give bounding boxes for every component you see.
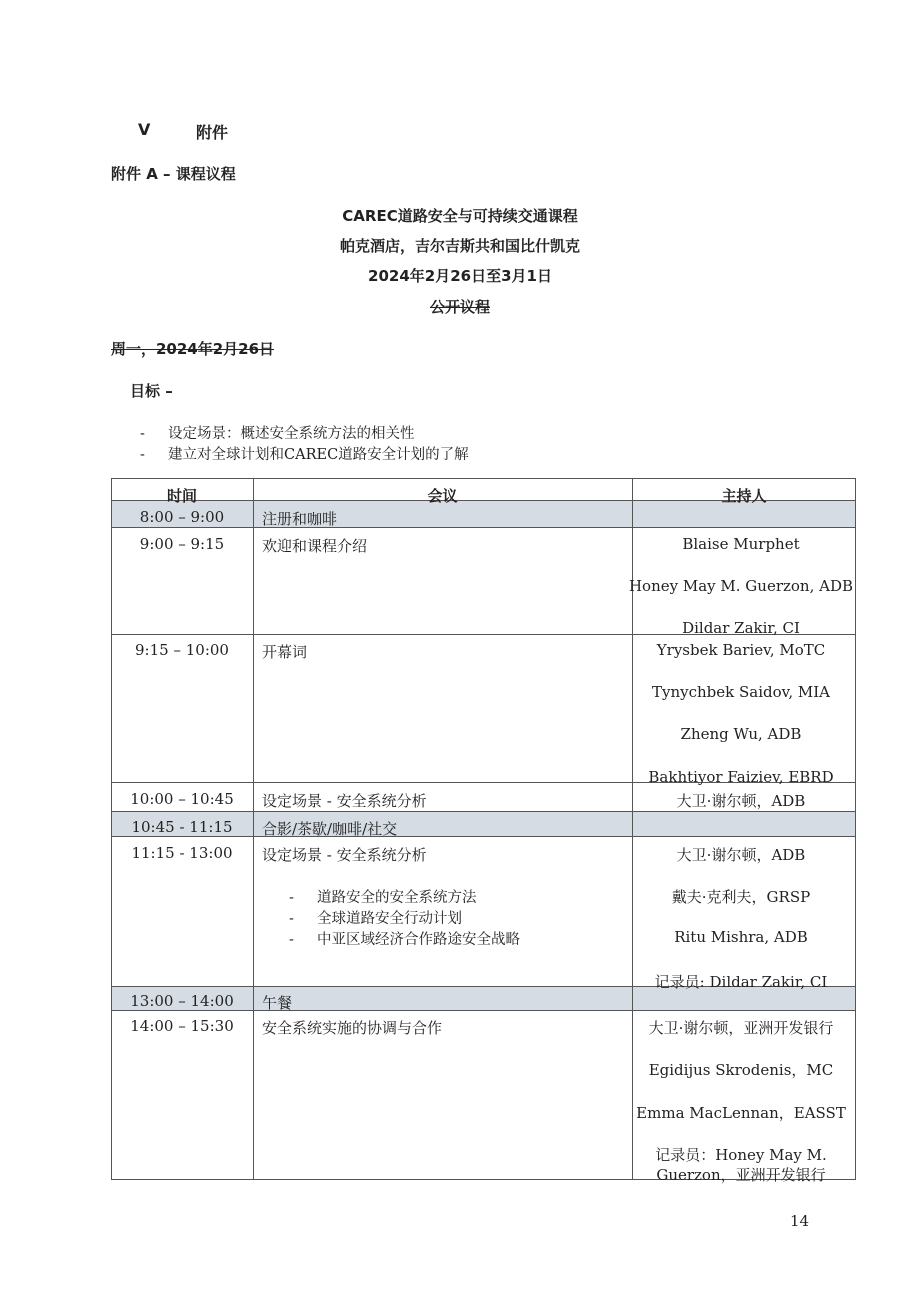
course-title: CAREC道路安全与可持续交通课程 bbox=[342, 207, 578, 225]
row-presenter: 大卫·谢尔顿，ADB bbox=[676, 792, 806, 810]
subitem-text: 中亚区域经济合作路途安全战略 bbox=[317, 932, 520, 948]
course-dates: 2024年2月26日至3月1日 bbox=[368, 267, 552, 285]
row-session: 设定场景 - 安全系统分析 bbox=[262, 792, 427, 810]
row-presenter: Emma MacLennan，EASST bbox=[636, 1104, 846, 1122]
row-presenter: Blaise Murphet bbox=[682, 535, 800, 553]
header-time: 时间 bbox=[166, 487, 197, 505]
goal-item bbox=[140, 422, 415, 443]
bullet-dash: - bbox=[140, 447, 145, 463]
bullet-dash: - bbox=[289, 890, 294, 906]
row-presenter: Yrysbek Bariev, MoTC bbox=[656, 641, 826, 659]
row-presenter: Bakhtiyor Faiziev, EBRD bbox=[648, 768, 834, 786]
header-presenter: 主持人 bbox=[721, 487, 767, 505]
row-presenter: Dildar Zakir, CI bbox=[682, 619, 800, 637]
row-presenter: Guerzon，亚洲开发银行 bbox=[656, 1166, 826, 1184]
row-session: 合影/茶歇/咖啡/社交 bbox=[262, 820, 398, 838]
row-session: 欢迎和课程介绍 bbox=[262, 537, 368, 555]
row-divider bbox=[111, 811, 856, 812]
section-title: 附件 bbox=[196, 123, 229, 142]
row-time: 10:45 - 11:15 bbox=[131, 818, 233, 836]
row-divider bbox=[111, 527, 856, 528]
row-session: 午餐 bbox=[262, 994, 293, 1012]
row-time: 8:00 – 9:00 bbox=[139, 508, 225, 526]
row-session: 开幕词 bbox=[262, 643, 308, 661]
row-session: 设定场景 - 安全系统分析 bbox=[262, 846, 427, 864]
row-session: 注册和咖啡 bbox=[262, 510, 338, 528]
row-presenter: Zheng Wu, ADB bbox=[680, 725, 802, 743]
annex-heading: 附件 A – 课程议程 bbox=[111, 165, 236, 183]
row-presenter: 记录员：Honey May M. bbox=[655, 1146, 827, 1164]
agenda-type: 公开议程 bbox=[429, 298, 490, 316]
row-presenter: 大卫·谢尔顿，亚洲开发银行 bbox=[648, 1019, 834, 1037]
subitem-text: 道路安全的安全系统方法 bbox=[317, 890, 477, 906]
row-presenter: 大卫·谢尔顿，ADB bbox=[676, 846, 806, 864]
page-number: 14 bbox=[790, 1212, 810, 1230]
column-divider bbox=[253, 478, 254, 1180]
row-time: 9:00 – 9:15 bbox=[139, 535, 225, 553]
agenda-table bbox=[111, 478, 856, 1184]
row-time: 11:15 - 13:00 bbox=[131, 844, 233, 862]
day-heading: 周一，2024年2月26日 bbox=[111, 340, 275, 358]
bullet-dash: - bbox=[289, 932, 294, 948]
goal-text: 设定场景：概述安全系统方法的相关性 bbox=[168, 426, 415, 442]
row-presenter: 戴夫·克利夫，GRSP bbox=[671, 888, 811, 906]
row-presenter: Egidijus Skrodenis，MC bbox=[648, 1061, 834, 1079]
header-session: 会议 bbox=[427, 487, 458, 505]
row-divider bbox=[111, 1010, 856, 1011]
row-time: 10:00 – 10:45 bbox=[130, 790, 234, 808]
course-venue: 帕克酒店，吉尔吉斯共和国比什凯克 bbox=[339, 237, 580, 255]
subitem-text: 全球道路安全行动计划 bbox=[317, 911, 462, 927]
row-presenter: 记录员: Dildar Zakir, CI bbox=[654, 973, 828, 991]
goal-label: 目标 – bbox=[130, 382, 173, 400]
row-time: 14:00 – 15:30 bbox=[130, 1017, 234, 1035]
row-session: 安全系统实施的协调与合作 bbox=[262, 1019, 443, 1037]
row-presenter: Ritu Mishra, ADB bbox=[674, 928, 808, 946]
table-border bbox=[111, 478, 856, 479]
bullet-dash: - bbox=[289, 911, 294, 927]
section-number: V bbox=[138, 120, 151, 139]
row-time: 9:15 – 10:00 bbox=[135, 641, 229, 659]
session-subitem bbox=[289, 928, 520, 949]
row-divider bbox=[111, 836, 856, 837]
bullet-dash: - bbox=[140, 426, 145, 442]
row-presenter: Honey May M. Guerzon, ADB bbox=[628, 577, 854, 595]
row-presenter: Tynychbek Saidov, MIA bbox=[651, 683, 830, 701]
session-subitem bbox=[289, 907, 462, 928]
goal-text: 建立对全球计划和CAREC道路安全计划的了解 bbox=[168, 447, 469, 463]
session-subitem bbox=[289, 886, 477, 907]
goal-item bbox=[140, 443, 469, 464]
row-time: 13:00 – 14:00 bbox=[130, 992, 234, 1010]
